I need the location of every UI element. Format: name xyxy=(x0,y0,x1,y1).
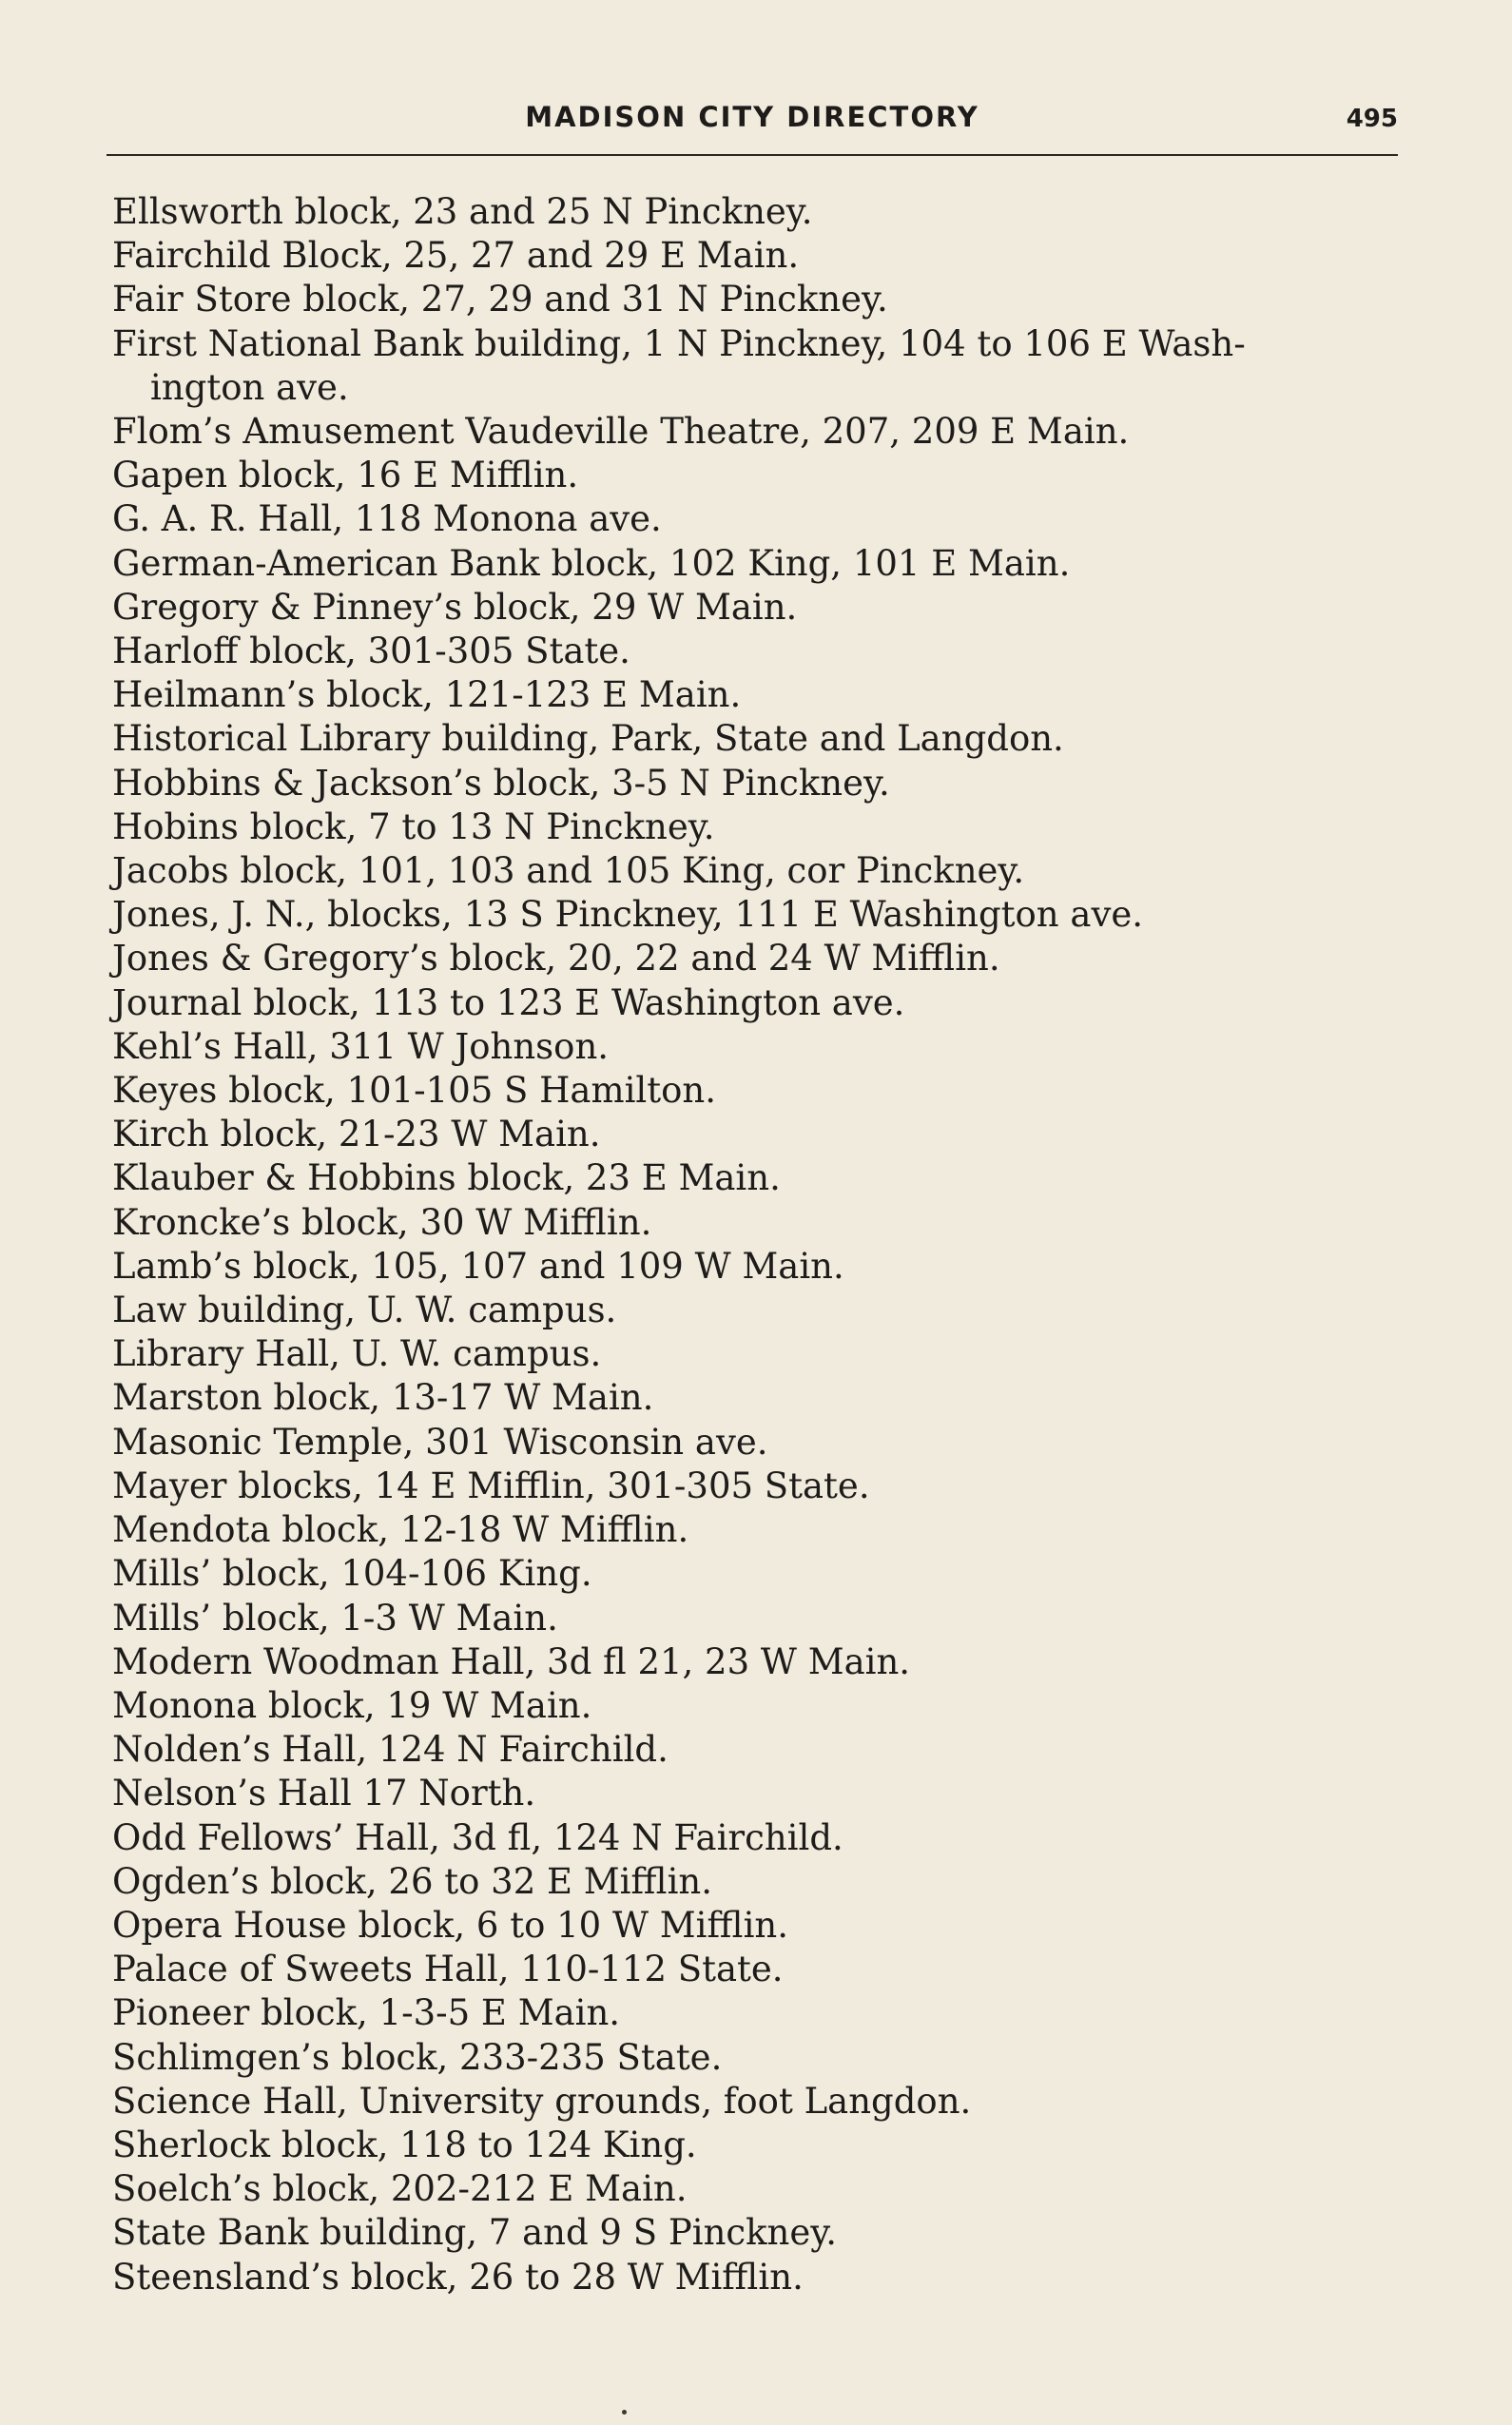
directory-entry: State Bank building, 7 and 9 S Pinckney. xyxy=(112,2212,838,2254)
running-title: MADISON CITY DIRECTORY xyxy=(525,101,979,133)
directory-entry: Marston block, 13-17 W Main. xyxy=(112,1377,654,1419)
directory-entry: Harloff block, 301-305 State. xyxy=(112,630,630,672)
directory-entry: Library Hall, U. W. campus. xyxy=(112,1333,602,1375)
directory-entry: Keyes block, 101-105 S Hamilton. xyxy=(112,1070,716,1112)
directory-entry-list xyxy=(112,190,1405,2299)
directory-entry: Ellsworth block, 23 and 25 N Pinckney. xyxy=(112,191,813,232)
directory-entry: Law building, U. W. campus. xyxy=(112,1290,617,1331)
directory-entry: Nolden’s Hall, 124 N Fairchild. xyxy=(112,1729,669,1771)
directory-entry: Gregory & Pinney’s block, 29 W Main. xyxy=(112,586,798,628)
directory-entry: Ogden’s block, 26 to 32 E Mifflin. xyxy=(112,1860,713,1902)
directory-entry: Nelson’s Hall 17 North. xyxy=(112,1773,536,1814)
directory-entry: Lamb’s block, 105, 107 and 109 W Main. xyxy=(112,1245,844,1287)
directory-entry: Jones, J. N., blocks, 13 S Pinckney, 111 E Washington ave. xyxy=(112,894,1144,936)
directory-entry: Hobbins & Jackson’s block, 3-5 N Pinckney. xyxy=(112,762,890,804)
directory-entry: Gapen block, 16 E Mifflin. xyxy=(112,455,579,496)
directory-entry: Fairchild Block, 25, 27 and 29 E Main. xyxy=(112,235,800,277)
print-speck xyxy=(622,2410,627,2415)
directory-entry: Fair Store block, 27, 29 and 31 N Pinckney. xyxy=(112,279,888,320)
directory-entry: Historical Library building, Park, State and Langdon. xyxy=(112,718,1064,760)
directory-entry: G. A. R. Hall, 118 Monona ave. xyxy=(112,498,662,540)
directory-entry: Soelch’s block, 202-212 E Main. xyxy=(112,2168,688,2210)
directory-entry: Odd Fellows’ Hall, 3d fl, 124 N Fairchild. xyxy=(112,1816,843,1858)
directory-entry: Flom’s Amusement Vaudeville Theatre, 207, 209 E Main. xyxy=(112,411,1130,453)
directory-entry: Journal block, 113 to 123 E Washington ave. xyxy=(112,981,905,1023)
directory-entry-continuation xyxy=(112,366,1405,410)
directory-entry: Modern Woodman Hall, 3d fl 21, 23 W Main. xyxy=(112,1640,911,1682)
directory-entry: Mayer blocks, 14 E Mifflin, 301-305 State. xyxy=(112,1465,870,1506)
directory-entry: Steensland’s block, 26 to 28 W Mifflin. xyxy=(112,2256,804,2298)
directory-entry: Opera House block, 6 to 10 W Mifflin. xyxy=(112,1904,789,1946)
directory-entry: Mills’ block, 104-106 King. xyxy=(112,1553,592,1595)
directory-entry: Sherlock block, 118 to 124 King. xyxy=(112,2124,697,2165)
directory-entry: Monona block, 19 W Main. xyxy=(112,1684,592,1726)
directory-entry: Kirch block, 21-23 W Main. xyxy=(112,1114,601,1155)
directory-entry: Schlimgen’s block, 233-235 State. xyxy=(112,2036,723,2078)
directory-entry: Mendota block, 12-18 W Mifflin. xyxy=(112,1509,689,1551)
directory-entry: Mills’ block, 1-3 W Main. xyxy=(112,1597,558,1639)
directory-entry: Palace of Sweets Hall, 110-112 State. xyxy=(112,1949,784,1990)
directory-entry: Hobins block, 7 to 13 N Pinckney. xyxy=(112,805,715,847)
continuation-text: ington ave. xyxy=(150,366,349,408)
page-number: 495 xyxy=(1346,105,1398,133)
directory-entry: Science Hall, University grounds, foot Langdon. xyxy=(112,2080,972,2122)
directory-entry: First National Bank building, 1 N Pinckney, 104 to 106 E Wash- xyxy=(112,322,1246,364)
directory-entry: Heilmann’s block, 121-123 E Main. xyxy=(112,674,742,716)
directory-entry: Jones & Gregory’s block, 20, 22 and 24 W Mifflin. xyxy=(112,938,1000,980)
directory-entry: Kehl’s Hall, 311 W Johnson. xyxy=(112,1025,610,1067)
directory-entry: Kroncke’s block, 30 W Mifflin. xyxy=(112,1201,652,1243)
directory-entry: Masonic Temple, 301 Wisconsin ave. xyxy=(112,1421,768,1463)
directory-entry: Klauber & Hobbins block, 23 E Main. xyxy=(112,1157,781,1199)
header-rule xyxy=(107,154,1398,156)
directory-entry: Jacobs block, 101, 103 and 105 King, cor Pinckney. xyxy=(112,850,1025,892)
page-header xyxy=(107,99,1398,141)
directory-entry: German-American Bank block, 102 King, 101 E Main. xyxy=(112,542,1071,584)
directory-entry: Pioneer block, 1-3-5 E Main. xyxy=(112,1992,621,2034)
